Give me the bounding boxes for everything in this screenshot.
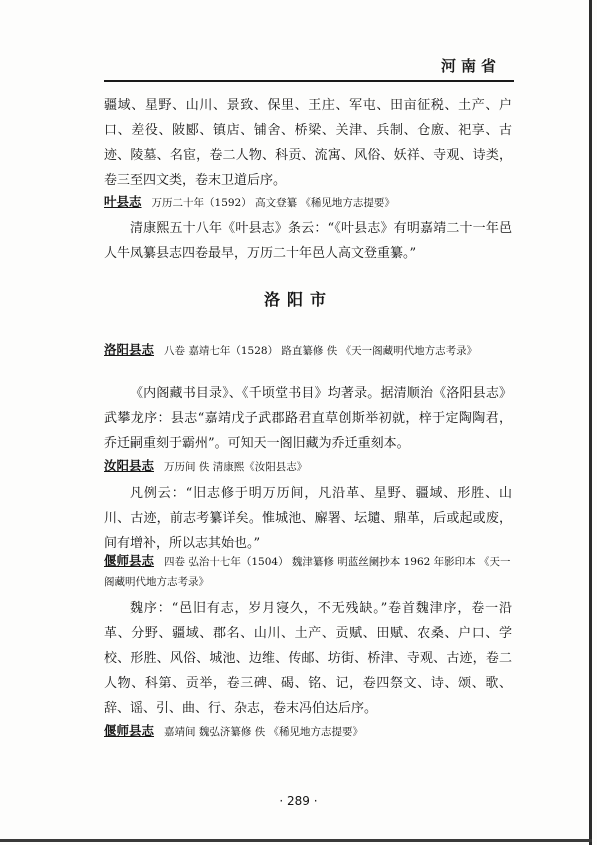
entry-meta: 八卷 嘉靖七年（1528） 路直纂修 佚 《天一阁藏明代地方志考录》 bbox=[164, 345, 478, 357]
paragraph-luoyang: 《内阁藏书目录》、《千顷堂书目》均著录。据清顺治《洛阳县志》武攀龙序：县志“嘉靖戊子武郡路君直草创斯举初就，梓于定陶陶君，乔迁嗣重刻于霸州”。可知天一阁旧藏为乔迁重刻本。 bbox=[104, 386, 512, 451]
entry-luoyang bbox=[104, 340, 514, 361]
entry-title: 偃师县志 bbox=[104, 723, 155, 738]
entry-title: 洛阳县志 bbox=[104, 342, 155, 357]
page-number: · 289 · bbox=[279, 794, 318, 808]
paragraph-ye-xian: 清康熙五十八年《叶县志》条云：“《叶县志》有明嘉靖二十一年邑人牛凤纂县志四卷最早，万历二十年邑人高文登重纂。” bbox=[104, 221, 512, 261]
paragraph-continued: 疆域、星野、山川、景致、保里、王庄、军屯、田亩征税、土产、户口、差役、陂郾、镇店、铺舍、桥梁、关津、兵制、仓廒、祀享、古迹、陵墓、名宦，卷二人物、科贡、流寓、风俗、妖祥、寺观、诗类，卷三至四文类，卷末卫道后序。 bbox=[104, 98, 512, 188]
scan-edge-right bbox=[589, 0, 592, 845]
entry-meta: 万历间 佚 清康熙《汝阳县志》 bbox=[164, 461, 308, 473]
paragraph-yanshi: 魏序：“邑旧有志，岁月寖久，不无残缺。”卷首魏津序，卷一沿革、分野、疆域、郡名、山川、土产、贡赋、田赋、农桑、户口、学校、形胜、风俗、城池、边维、传邮、坊街、桥津、寺观、古迹，卷二人物、科第、贡举，卷三碑、碣、铭、记，卷四祭文、诗、颂、歌、辞、谣、引、曲、行、杂志，卷末冯伯达后序。 bbox=[104, 601, 512, 716]
entry-title: 汝阳县志 bbox=[104, 458, 155, 473]
entry-title: 偃师县志 bbox=[104, 553, 155, 568]
paragraph-ruyang: 凡例云：“旧志修于明万历间，凡沿革、星野、疆域、形胜、山川、古迹，前志考纂详矣。惟城池、廨署、坛壝、鼎革，后或起或废，间有增补，所以志其始也。” bbox=[104, 486, 512, 551]
entry-ye-xian bbox=[104, 192, 514, 213]
header-rule bbox=[104, 80, 514, 82]
scan-edge-bottom bbox=[0, 839, 592, 842]
entry-ruyang bbox=[104, 456, 514, 477]
entry-meta: 四卷 弘治十七年（1504） 魏津纂修 明蓝丝阑抄本 1962 年影印本 《天一阁藏明代地方志考录》 bbox=[104, 556, 511, 588]
entry-yanshi-2 bbox=[104, 721, 514, 742]
entry-meta: 嘉靖间 魏弘济纂修 佚 《稀见地方志提要》 bbox=[164, 726, 364, 738]
entry-title: 叶县志 bbox=[104, 194, 142, 209]
entry-meta: 万历二十年（1592） 高文登纂 《稀见地方志提要》 bbox=[151, 197, 395, 209]
running-header: 河南省 bbox=[441, 57, 502, 75]
section-title: 洛阳市 bbox=[263, 290, 333, 309]
entry-yanshi-1 bbox=[104, 551, 514, 592]
